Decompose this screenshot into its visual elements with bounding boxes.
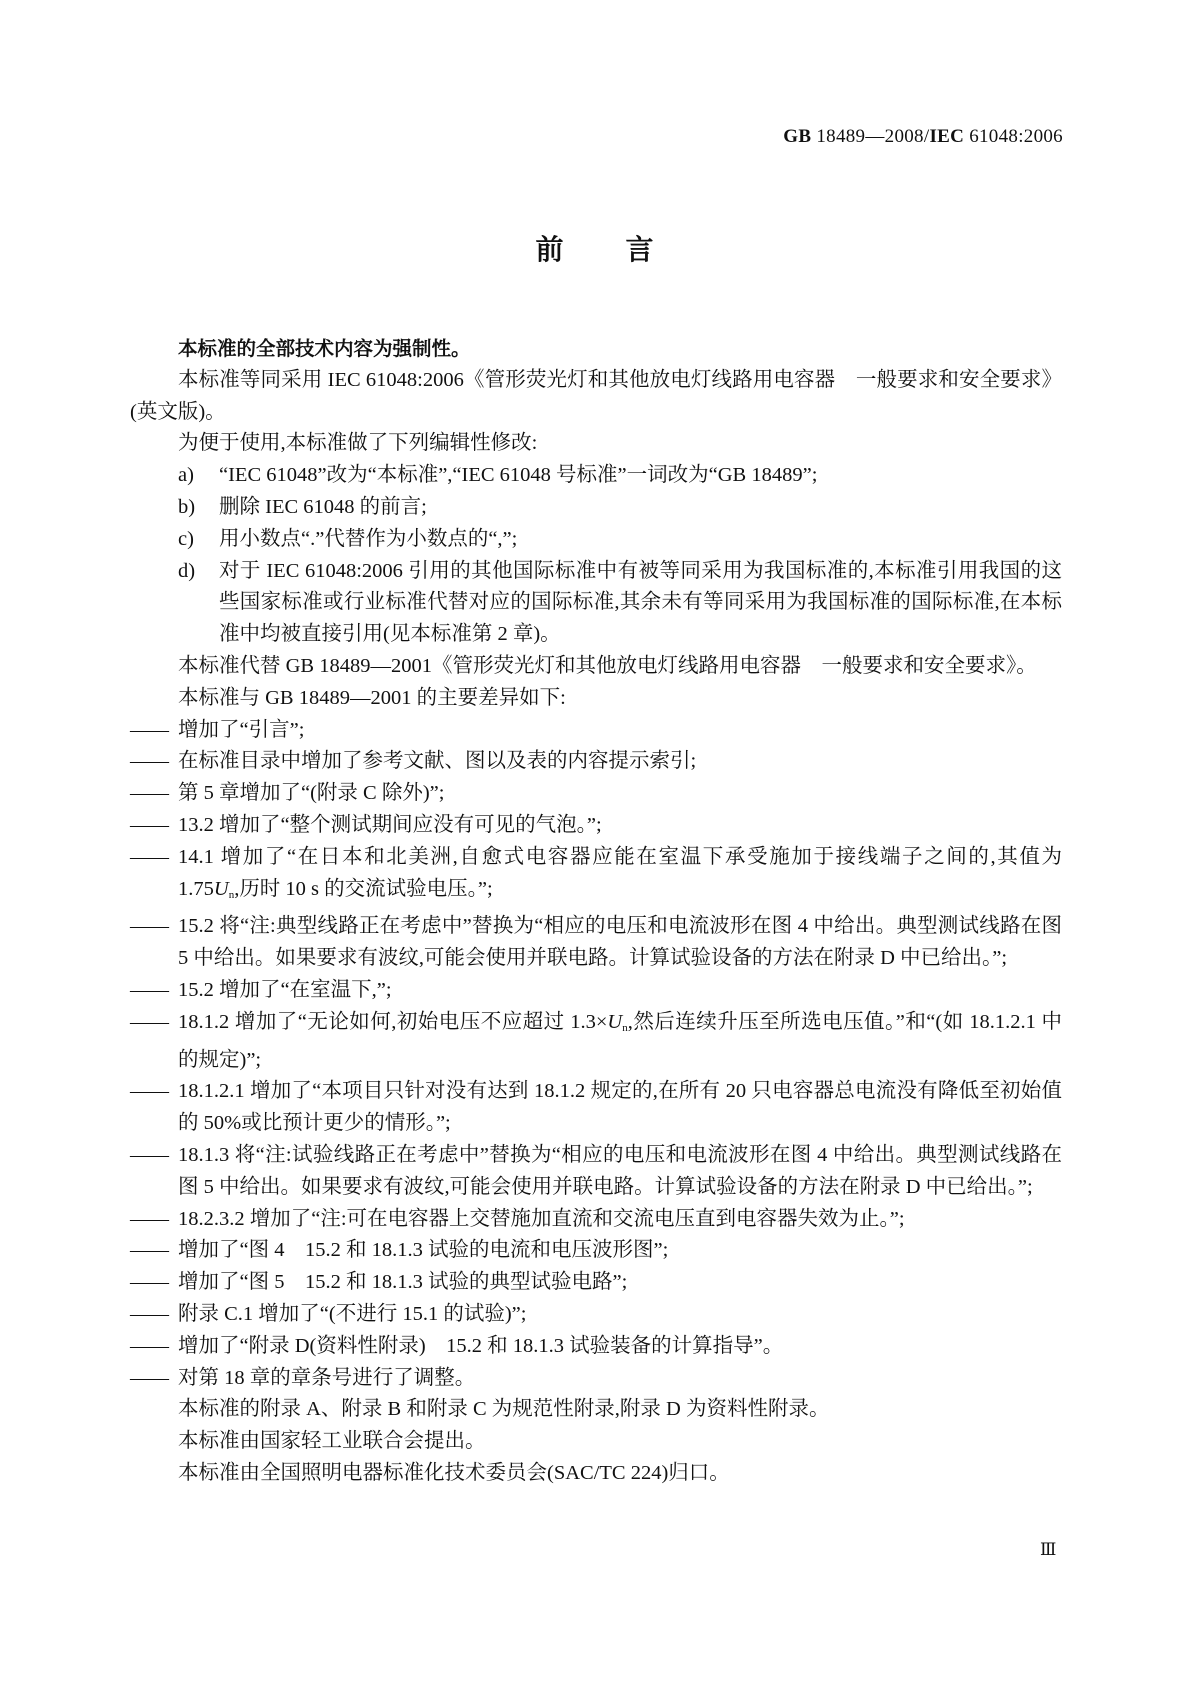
edit-label: d) bbox=[178, 559, 196, 582]
dash-marker: —— bbox=[130, 1366, 167, 1389]
iec-number: 61048:2006 bbox=[964, 126, 1063, 147]
difference-item bbox=[130, 1299, 1062, 1331]
variable-subscript: n bbox=[622, 1021, 628, 1034]
difference-item bbox=[130, 1267, 1062, 1299]
dash-marker: —— bbox=[130, 845, 167, 868]
annex-paragraph: 本标准的附录 A、附录 B 和附录 C 为规范性附录,附录 D 为资料性附录。 bbox=[178, 1398, 830, 1421]
difference-item bbox=[130, 1363, 1062, 1395]
difference-text: 第 5 章增加了“(附录 C 除外)”; bbox=[178, 782, 445, 805]
difference-item bbox=[130, 1331, 1062, 1363]
edit-item bbox=[130, 556, 1062, 651]
page-title: 前 言 bbox=[535, 233, 656, 266]
difference-text: 增加了“引言”; bbox=[178, 718, 305, 741]
gb-number: 18489—2008/ bbox=[811, 126, 930, 147]
difference-item bbox=[130, 1204, 1062, 1236]
edit-label: a) bbox=[178, 464, 194, 487]
difference-text bbox=[178, 1007, 1062, 1077]
difference-item bbox=[130, 810, 1062, 842]
difference-text: 增加了“图 5 15.2 和 18.1.3 试验的典型试验电路”; bbox=[178, 1271, 628, 1294]
replaces-paragraph: 本标准代替 GB 18489—2001《管形荧光灯和其他放电灯线路用电容器 一般要求和安全要求》。 bbox=[178, 654, 1037, 677]
difference-item bbox=[130, 1007, 1062, 1077]
difference-item bbox=[130, 911, 1062, 975]
gb-prefix: GB bbox=[783, 126, 812, 147]
variable-subscript: n bbox=[228, 888, 235, 901]
dash-marker: —— bbox=[130, 782, 167, 805]
dash-marker: —— bbox=[130, 750, 167, 773]
difference-text: 增加了“图 4 15.2 和 18.1.3 试验的电流和电压波形图”; bbox=[178, 1239, 669, 1262]
edit-text: “IEC 61048”改为“本标准”,“IEC 61048 号标准”一词改为“GB 18489”; bbox=[219, 464, 818, 487]
adoption-paragraph: 本标准等同采用 IEC 61048:2006《管形荧光灯和其他放电灯线路用电容器 一般要求和安全要求》(英文版)。 bbox=[130, 368, 1062, 423]
difference-text bbox=[178, 842, 1062, 912]
text-after: ,历时 10 s 的交流试验电压。”; bbox=[234, 877, 493, 900]
edit-label: b) bbox=[178, 495, 196, 518]
difference-text: 18.2.3.2 增加了“注:可在电容器上交替施加直流和交流电压直到电容器失效为止。”; bbox=[178, 1207, 905, 1230]
dash-marker: —— bbox=[130, 718, 167, 741]
difference-text: 增加了“附录 D(资料性附录) 15.2 和 18.1.3 试验装备的计算指导”。 bbox=[178, 1334, 784, 1357]
edit-text: 用小数点“.”代替作为小数点的“,”; bbox=[219, 527, 518, 550]
dash-marker: —— bbox=[130, 1143, 167, 1166]
proposer-paragraph: 本标准由国家轻工业联合会提出。 bbox=[178, 1430, 486, 1453]
dash-marker: —— bbox=[130, 1010, 167, 1033]
page-number: Ⅲ bbox=[1040, 1540, 1057, 1559]
difference-item bbox=[130, 842, 1062, 912]
difference-item bbox=[130, 1140, 1062, 1204]
edit-text: 对于 IEC 61048:2006 引用的其他国际标准中有被等同采用为我国标准的,本标准引用我国的这些国家标准或行业标准代替对应的国际标准,其余未有等同采用为我国标准的国际标准,在本标准中均被直接引用(见本标准第 2 章)。 bbox=[219, 559, 1062, 646]
dash-marker: —— bbox=[130, 813, 167, 836]
variable-symbol: U bbox=[213, 877, 229, 900]
edit-item bbox=[130, 492, 1062, 524]
difference-item bbox=[130, 746, 1062, 778]
difference-text: 15.2 将“注:典型线路正在考虑中”替换为“相应的电压和电流波形在图 4 中给出。典型测试线路在图 5 中给出。如果要求有波纹,可能会使用并联电路。计算试验设备的方法在附录 D 中已给出。”; bbox=[178, 915, 1062, 970]
difference-text: 对第 18 章的章条号进行了调整。 bbox=[178, 1366, 476, 1389]
difference-item bbox=[130, 1076, 1062, 1140]
dash-marker: —— bbox=[130, 915, 167, 938]
edits-intro: 为便于使用,本标准做了下列编辑性修改: bbox=[178, 432, 538, 455]
edit-text: 删除 IEC 61048 的前言; bbox=[219, 495, 427, 518]
difference-text: 附录 C.1 增加了“(不进行 15.1 的试验)”; bbox=[178, 1302, 527, 1325]
difference-item bbox=[130, 975, 1062, 1007]
dash-marker: —— bbox=[130, 1080, 167, 1103]
edit-item bbox=[130, 524, 1062, 556]
difference-item bbox=[130, 778, 1062, 810]
difference-text: 在标准目录中增加了参考文献、图以及表的内容提示索引; bbox=[178, 750, 697, 773]
foreword-body bbox=[130, 333, 1062, 1490]
mandatory-statement: 本标准的全部技术内容为强制性。 bbox=[178, 337, 471, 360]
difference-item bbox=[130, 1235, 1062, 1267]
dash-marker: —— bbox=[130, 1239, 167, 1262]
edit-label: c) bbox=[178, 527, 194, 550]
text-before: 14.1 增加了“在日本和北美洲,自愈式电容器应能在室温下承受施加于接线端子之间的,其值为 1.75 bbox=[178, 845, 1062, 900]
difference-text: 18.1.3 将“注:试验线路正在考虑中”替换为“相应的电压和电流波形在图 4 中给出。典型测试线路在图 5 中给出。如果要求有波纹,可能会使用并联电路。计算试验设备的方法在附录 D 中已给出。”; bbox=[178, 1143, 1062, 1198]
dash-marker: —— bbox=[130, 978, 167, 1001]
text-after: ,然后连续升压至所选电压值。”和“(如 18.1.2.1 中的规定)”; bbox=[178, 1010, 1062, 1071]
dash-marker: —— bbox=[130, 1334, 167, 1357]
difference-text: 13.2 增加了“整个测试期间应没有可见的气泡。”; bbox=[178, 813, 602, 836]
dash-marker: —— bbox=[130, 1207, 167, 1230]
iec-prefix: IEC bbox=[929, 126, 965, 147]
standard-code-header bbox=[783, 126, 1063, 148]
difference-text: 18.1.2.1 增加了“本项目只针对没有达到 18.1.2 规定的,在所有 20 只电容器总电流没有降低至初始值的 50%或比预计更少的情形。”; bbox=[178, 1080, 1062, 1135]
variable-symbol: U bbox=[607, 1010, 623, 1033]
difference-item bbox=[130, 715, 1062, 747]
dash-marker: —— bbox=[130, 1302, 167, 1325]
differences-intro: 本标准与 GB 18489—2001 的主要差异如下: bbox=[178, 686, 566, 709]
committee-paragraph: 本标准由全国照明电器标准化技术委员会(SAC/TC 224)归口。 bbox=[178, 1461, 730, 1484]
text-before: 18.1.2 增加了“无论如何,初始电压不应超过 1.3× bbox=[178, 1010, 608, 1033]
dash-marker: —— bbox=[130, 1271, 167, 1294]
edit-item bbox=[130, 460, 1062, 492]
difference-text: 15.2 增加了“在室温下,”; bbox=[178, 978, 392, 1001]
